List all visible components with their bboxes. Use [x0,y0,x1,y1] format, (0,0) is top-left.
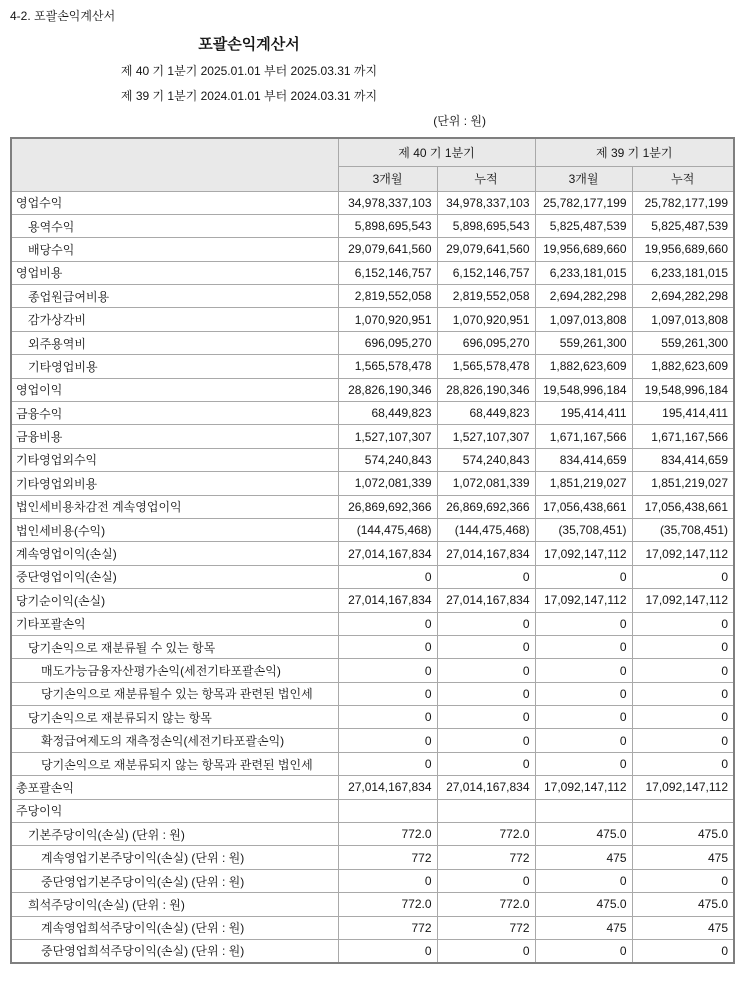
value-cell: 0 [535,565,632,588]
period-line-current: 제 40 기 1분기 2025.01.01 부터 2025.03.31 까지 [120,64,378,78]
row-label: 당기손익으로 재분류되지 않는 항목과 관련된 법인세 [11,752,338,775]
table-row [11,729,734,752]
value-cell: 0 [437,706,535,729]
value-cell [338,799,437,822]
value-cell: 0 [437,682,535,705]
value-cell: 0 [632,565,734,588]
table-row [11,191,734,214]
subheader-39-3month: 3개월 [535,166,632,191]
value-cell: 1,070,920,951 [338,308,437,331]
value-cell: 696,095,270 [338,331,437,354]
value-cell: 17,092,147,112 [535,776,632,799]
value-cell: 0 [338,706,437,729]
value-cell: 574,240,843 [437,448,535,471]
value-cell: 2,694,282,298 [632,285,734,308]
value-cell: 19,956,689,660 [535,238,632,261]
table-row [11,682,734,705]
value-cell: 29,079,641,560 [338,238,437,261]
value-cell: 17,056,438,661 [535,495,632,518]
value-cell: 17,092,147,112 [535,589,632,612]
subheader-39-cumulative: 누적 [632,166,734,191]
value-cell: 17,092,147,112 [632,589,734,612]
value-cell: 6,152,146,757 [437,261,535,284]
table-row [11,635,734,658]
column-group-period-39: 제 39 기 1분기 [535,138,734,166]
value-cell [437,799,535,822]
statement-header [10,36,488,128]
value-cell: 1,527,107,307 [338,425,437,448]
value-cell: 0 [437,729,535,752]
value-cell: 27,014,167,834 [338,589,437,612]
value-cell: 1,072,081,339 [437,472,535,495]
row-label: 감가상각비 [11,308,338,331]
value-cell: 1,565,578,478 [338,355,437,378]
row-label: 기본주당이익(손실) (단위 : 원) [11,823,338,846]
value-cell: 0 [535,635,632,658]
table-row [11,589,734,612]
value-cell: 2,694,282,298 [535,285,632,308]
value-cell: 0 [338,752,437,775]
row-label: 외주용역비 [11,331,338,354]
table-row [11,285,734,308]
table-row [11,331,734,354]
value-cell: 0 [437,869,535,892]
value-cell: 0 [338,635,437,658]
value-cell: 0 [338,612,437,635]
row-label: 매도가능금융자산평가손익(세전기타포괄손익) [11,659,338,682]
value-cell: 0 [632,706,734,729]
table-row [11,308,734,331]
unit-note: (단위 : 원) [433,114,486,128]
value-cell: 27,014,167,834 [437,542,535,565]
value-cell: 559,261,300 [535,331,632,354]
value-cell: 6,152,146,757 [338,261,437,284]
table-row [11,799,734,822]
value-cell: 195,414,411 [535,402,632,425]
value-cell: 17,092,147,112 [632,776,734,799]
value-cell [535,799,632,822]
page-title: 포괄손익계산서 [198,36,300,53]
value-cell: 1,097,013,808 [535,308,632,331]
value-cell: 772.0 [338,823,437,846]
value-cell: 574,240,843 [338,448,437,471]
table-row [11,706,734,729]
subheader-40-3month: 3개월 [338,166,437,191]
value-cell: 475 [632,846,734,869]
value-cell: 834,414,659 [535,448,632,471]
table-row [11,425,734,448]
value-cell: 26,869,692,366 [338,495,437,518]
value-cell: 2,819,552,058 [338,285,437,308]
row-label: 기타영업외수익 [11,448,338,471]
value-cell: 5,825,487,539 [632,214,734,237]
table-row [11,472,734,495]
table-row [11,238,734,261]
value-cell: 27,014,167,834 [437,776,535,799]
value-cell: 772 [437,916,535,939]
table-row [11,261,734,284]
row-label: 금융비용 [11,425,338,448]
value-cell: (35,708,451) [632,518,734,541]
value-cell: 475.0 [632,823,734,846]
table-body [11,191,734,963]
value-cell: 195,414,411 [632,402,734,425]
header-group-row [11,138,734,166]
value-cell: 0 [535,729,632,752]
table-row [11,565,734,588]
value-cell: 0 [338,729,437,752]
row-label: 기타영업외비용 [11,472,338,495]
column-group-period-40: 제 40 기 1분기 [338,138,535,166]
row-label: 당기손익으로 재분류되지 않는 항목 [11,706,338,729]
table-row [11,402,734,425]
value-cell: 1,851,219,027 [535,472,632,495]
row-label: 중단영업희석주당이익(손실) (단위 : 원) [11,940,338,963]
row-label: 영업이익 [11,378,338,401]
value-cell: 0 [535,869,632,892]
value-cell: 17,092,147,112 [632,542,734,565]
value-cell: 29,079,641,560 [437,238,535,261]
value-cell: 0 [535,706,632,729]
value-cell: 1,882,623,609 [535,355,632,378]
row-label: 용역수익 [11,214,338,237]
value-cell: 0 [535,659,632,682]
value-cell: 0 [338,659,437,682]
value-cell: 25,782,177,199 [535,191,632,214]
value-cell: 772.0 [338,893,437,916]
table-row [11,612,734,635]
value-cell: 1,851,219,027 [632,472,734,495]
table-row [11,869,734,892]
value-cell: 0 [535,940,632,963]
value-cell: 5,825,487,539 [535,214,632,237]
value-cell: 475 [535,846,632,869]
value-cell: 0 [437,752,535,775]
value-cell: 475 [535,916,632,939]
value-cell: 34,978,337,103 [338,191,437,214]
value-cell: 475.0 [535,823,632,846]
value-cell [632,799,734,822]
table-row [11,518,734,541]
table-row [11,355,734,378]
value-cell: 1,070,920,951 [437,308,535,331]
row-label: 영업비용 [11,261,338,284]
comprehensive-income-table [10,137,735,964]
row-label: 계속영업희석주당이익(손실) (단위 : 원) [11,916,338,939]
value-cell: 475.0 [632,893,734,916]
table-row [11,542,734,565]
value-cell: 0 [437,940,535,963]
value-cell: 19,956,689,660 [632,238,734,261]
value-cell: 68,449,823 [338,402,437,425]
value-cell: 0 [338,940,437,963]
value-cell: (144,475,468) [338,518,437,541]
value-cell: 19,548,996,184 [535,378,632,401]
row-label: 총포괄손익 [11,776,338,799]
value-cell: 1,097,013,808 [632,308,734,331]
value-cell: 0 [632,940,734,963]
value-cell: 27,014,167,834 [338,776,437,799]
value-cell: 0 [535,682,632,705]
row-label: 희석주당이익(손실) (단위 : 원) [11,893,338,916]
value-cell: (144,475,468) [437,518,535,541]
section-heading: 4-2. 포괄손익계산서 [10,9,116,23]
value-cell: 6,233,181,015 [632,261,734,284]
value-cell: 0 [437,635,535,658]
row-label: 법인세비용(수익) [11,518,338,541]
value-cell: 17,056,438,661 [632,495,734,518]
value-cell: 0 [338,682,437,705]
value-cell: 1,671,167,566 [535,425,632,448]
value-cell: 475.0 [535,893,632,916]
value-cell: 0 [632,635,734,658]
value-cell: 0 [632,659,734,682]
row-label: 금융수익 [11,402,338,425]
value-cell: 26,869,692,366 [437,495,535,518]
value-cell: 19,548,996,184 [632,378,734,401]
table-row [11,823,734,846]
value-cell: 0 [632,729,734,752]
row-label: 영업수익 [11,191,338,214]
table-row [11,659,734,682]
value-cell: 0 [338,565,437,588]
value-cell: 28,826,190,346 [338,378,437,401]
row-label: 주당이익 [11,799,338,822]
value-cell: 1,072,081,339 [338,472,437,495]
row-label: 종업원급여비용 [11,285,338,308]
value-cell: 2,819,552,058 [437,285,535,308]
row-label: 당기순이익(손실) [11,589,338,612]
row-label: 배당수익 [11,238,338,261]
value-cell: 0 [437,612,535,635]
table-row [11,940,734,963]
value-cell: 0 [632,682,734,705]
value-cell: 0 [437,565,535,588]
value-cell: 772 [338,846,437,869]
value-cell: 28,826,190,346 [437,378,535,401]
value-cell: 5,898,695,543 [437,214,535,237]
value-cell: 834,414,659 [632,448,734,471]
table-row [11,776,734,799]
table-row [11,893,734,916]
period-line-prior: 제 39 기 1분기 2024.01.01 부터 2024.03.31 까지 [120,89,378,103]
value-cell: 25,782,177,199 [632,191,734,214]
value-cell: (35,708,451) [535,518,632,541]
subheader-40-cumulative: 누적 [437,166,535,191]
value-cell: 34,978,337,103 [437,191,535,214]
value-cell: 772.0 [437,823,535,846]
value-cell: 27,014,167,834 [437,589,535,612]
value-cell: 0 [632,869,734,892]
value-cell: 772 [437,846,535,869]
value-cell: 17,092,147,112 [535,542,632,565]
value-cell: 0 [437,659,535,682]
value-cell: 0 [535,752,632,775]
row-label: 당기손익으로 재분류될 수 있는 항목 [11,635,338,658]
row-label: 확정급여제도의 재측정손익(세전기타포괄손익) [11,729,338,752]
value-cell: 772.0 [437,893,535,916]
value-cell: 6,233,181,015 [535,261,632,284]
table-row [11,214,734,237]
table-row [11,378,734,401]
row-label: 기타영업비용 [11,355,338,378]
value-cell: 1,671,167,566 [632,425,734,448]
value-cell: 559,261,300 [632,331,734,354]
value-cell: 1,882,623,609 [632,355,734,378]
row-label: 중단영업이익(손실) [11,565,338,588]
value-cell: 696,095,270 [437,331,535,354]
value-cell: 5,898,695,543 [338,214,437,237]
row-label: 중단영업기본주당이익(손실) (단위 : 원) [11,869,338,892]
value-cell: 475 [632,916,734,939]
table-row [11,846,734,869]
value-cell: 772 [338,916,437,939]
value-cell: 1,565,578,478 [437,355,535,378]
table-header [11,138,734,191]
table-row [11,752,734,775]
value-cell: 0 [535,612,632,635]
empty-corner-header-cell [11,138,338,191]
table-row [11,495,734,518]
value-cell: 0 [632,612,734,635]
row-label: 당기손익으로 재분류될수 있는 항목과 관련된 법인세 [11,682,338,705]
row-label: 계속영업이익(손실) [11,542,338,565]
row-label: 계속영업기본주당이익(손실) (단위 : 원) [11,846,338,869]
value-cell: 68,449,823 [437,402,535,425]
table-row [11,448,734,471]
document-page [0,9,743,964]
value-cell: 27,014,167,834 [338,542,437,565]
row-label: 법인세비용차감전 계속영업이익 [11,495,338,518]
value-cell: 0 [338,869,437,892]
table-row [11,916,734,939]
row-label: 기타포괄손익 [11,612,338,635]
value-cell: 0 [632,752,734,775]
value-cell: 1,527,107,307 [437,425,535,448]
